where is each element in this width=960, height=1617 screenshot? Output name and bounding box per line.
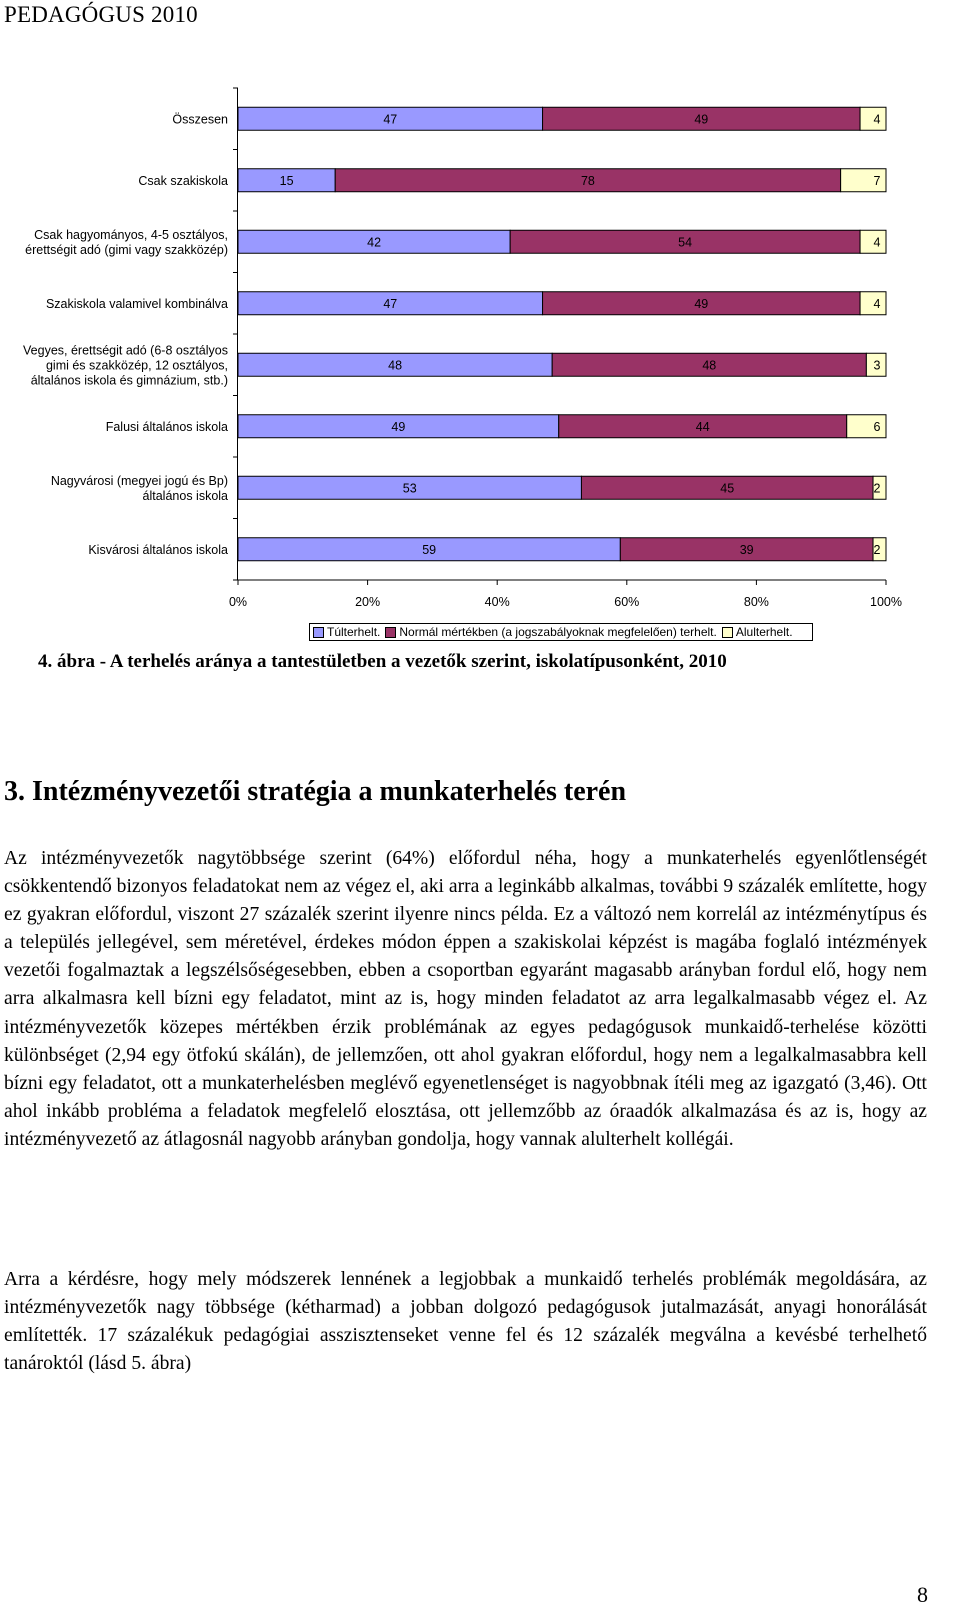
bar-value-label: 53 bbox=[402, 481, 417, 496]
bar-value-label: 49 bbox=[694, 296, 709, 311]
x-tick-label: 80% bbox=[743, 595, 769, 609]
legend-item-overloaded bbox=[313, 625, 380, 639]
bar-value-label: 59 bbox=[422, 542, 437, 557]
category-label-line: Csak hagyományos, 4-5 osztályos, bbox=[34, 227, 228, 242]
bar-value-label: 4 bbox=[873, 235, 881, 250]
body-paragraph-1: Az intézményvezetők nagytöbbsége szerint (64%) előfordul néha, hogy a munkaterhelés egyenlőtlenségét csökkentendő bizonyos feladatokat nem az végez el, aki arra a leginkább alkalmas, további 9 százalék említette, hogy ez gyakran előfordul, viszont 27 százalék szerint ilyenre nincs példa. Ez a változó nem korrelál az intézménytípus és a település jellegével, sem méretével, érdekes módon éppen a szakiskolai képzést is magába foglaló intézmények vezetői fogalmaztak a legszélsőségesebben, ebben a csoportban egyaránt magasabb arányban fordul elő, hogy nem arra alkalmasra kell bízni egy feladatot, mint az is, hogy minden feladatot az arra legalkalmasabb végez el. Az intézményvezetők közepes mértékben érzik problémának az egyes pedagógusok munkaidő-terhelése közötti különbséget (2,94 egy ötfokú skálán), de jellemzően, ott ahol gyakran előfordul, hogy nem a legalkalmasabbra kell bízni egy feladatot, ott a munkaterhelésben meglévő egyenetlenséget is nagyobbnak ítéli meg az igazgató (3,46). Ott ahol inkább probléma a feladatok megfelelő elosztása, ott jellemzőbb az óraadók alkalmazása és az is, hogy az intézményvezető az átlagosnál nagyobb arányban gondolja, hogy vannak alulterhelt kollégái. bbox=[4, 848, 927, 1150]
bar-value-label: 78 bbox=[580, 173, 595, 188]
category-label-line: gimi és szakközép, 12 osztályos, bbox=[45, 358, 228, 373]
category-label bbox=[88, 543, 228, 557]
chart-legend bbox=[309, 623, 813, 641]
bar-value-label: 44 bbox=[695, 419, 710, 434]
category-label-line: Összesen bbox=[172, 112, 228, 127]
bar-value-label: 47 bbox=[383, 296, 398, 311]
bar-value-label: 54 bbox=[678, 235, 693, 250]
category-label-line: általános iskola és gimnázium, stb.) bbox=[30, 373, 228, 388]
category-label-line: Nagyvárosi (megyei jogú és Bp) bbox=[50, 473, 228, 488]
bar-value-label: 2 bbox=[873, 542, 881, 557]
x-tick-label: 100% bbox=[870, 595, 902, 609]
bar-value-label: 45 bbox=[720, 481, 735, 496]
x-tick-label: 0% bbox=[228, 595, 248, 609]
legend-label-underloaded: Alulterhelt. bbox=[735, 625, 793, 639]
page-header: PEDAGÓGUS 2010 bbox=[4, 2, 198, 27]
category-label-line: Szakiskola valamivel kombinálva bbox=[45, 296, 228, 311]
category-label-line: Csak szakiskola bbox=[138, 173, 228, 188]
x-tick-label: 40% bbox=[484, 595, 510, 609]
legend-swatch-overloaded bbox=[313, 627, 324, 638]
section-heading: 3. Intézményvezetői stratégia a munkaterhelés terén bbox=[4, 776, 627, 807]
category-label bbox=[51, 474, 228, 503]
bar-value-label: 6 bbox=[873, 419, 881, 434]
bar-value-label: 4 bbox=[873, 296, 881, 311]
x-tick-label: 20% bbox=[355, 595, 381, 609]
category-label bbox=[25, 228, 228, 257]
bar-value-label: 4 bbox=[873, 112, 881, 127]
legend-swatch-normal bbox=[385, 627, 396, 638]
body-paragraph-2: Arra a kérdésre, hogy mely módszerek lennének a legjobbak a munkaidő terhelés problémák megoldására, az intézményvezetők nagy többsége (kétharmad) a jobban dolgozó pedagógusok jutalmazását, anyagi honorálását említették. 17 százalékuk pedagógiai asszisztenseket venne fel és 12 százalék megválna a kevésbé terhelhető tanároktól (lásd 5. ábra) bbox=[4, 1269, 927, 1375]
category-label-line: érettségit adó (gimi vagy szakközép) bbox=[25, 242, 228, 257]
chart-svg bbox=[0, 78, 960, 623]
bar-value-label: 48 bbox=[388, 358, 403, 373]
bar-value-label: 3 bbox=[873, 358, 881, 373]
bar-value-label: 48 bbox=[702, 358, 717, 373]
category-label bbox=[106, 420, 228, 434]
bar-value-label: 49 bbox=[694, 112, 709, 127]
bar-value-label: 39 bbox=[739, 542, 754, 557]
bar-value-label: 15 bbox=[279, 173, 294, 188]
category-label bbox=[46, 297, 228, 311]
bar-value-label: 2 bbox=[873, 481, 881, 496]
legend-label-normal: Normál mértékben (a jogszabályoknak megfelelően) terhelt. bbox=[399, 625, 717, 639]
bar-value-label: 42 bbox=[367, 235, 382, 250]
category-label bbox=[172, 112, 228, 126]
legend-label-overloaded: Túlterhelt. bbox=[327, 625, 381, 639]
page-number: 8 bbox=[917, 1582, 928, 1607]
legend-item-underloaded bbox=[722, 625, 793, 639]
category-label bbox=[23, 343, 228, 387]
category-label-line: Vegyes, érettségit adó (6-8 osztályos bbox=[23, 343, 228, 358]
bar-value-label: 49 bbox=[391, 419, 406, 434]
category-label-line: általános iskola bbox=[142, 488, 228, 503]
x-tick-label: 60% bbox=[614, 595, 640, 609]
legend-swatch-underloaded bbox=[722, 627, 733, 638]
category-label-line: Falusi általános iskola bbox=[105, 419, 228, 434]
stacked-bar-chart bbox=[0, 78, 960, 648]
category-label bbox=[138, 174, 228, 188]
figure-caption: 4. ábra - A terhelés aránya a tantestületben a vezetők szerint, iskolatípusonként, 2010 bbox=[38, 651, 727, 672]
bar-value-label: 47 bbox=[383, 112, 398, 127]
category-label-line: Kisvárosi általános iskola bbox=[88, 542, 228, 557]
legend-item-normal bbox=[385, 625, 717, 639]
bar-value-label: 7 bbox=[873, 173, 881, 188]
